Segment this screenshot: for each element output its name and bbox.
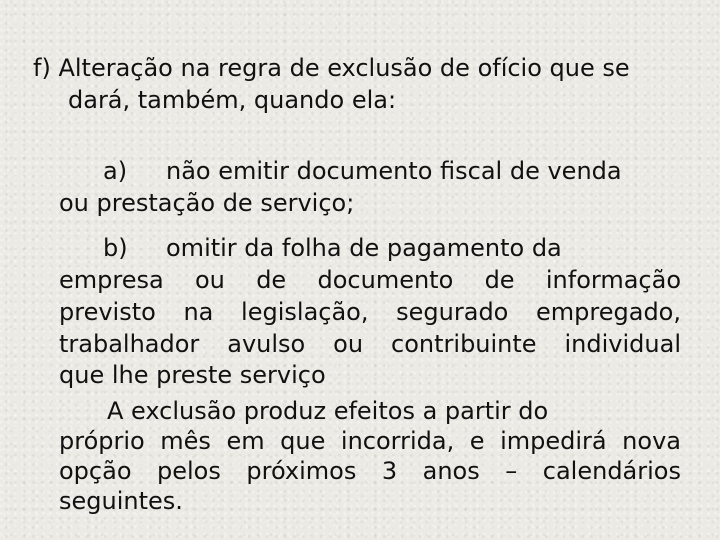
conclusion-line-3: opção pelos próximos 3 anos – calendários: [59, 457, 681, 485]
item-b-line-1: omitir da folha de pagamento da: [166, 234, 562, 262]
item-b-line-3: previsto na legislação, segurado empregado,: [59, 298, 681, 326]
item-b-line-5: que lhe preste serviço: [59, 361, 326, 389]
heading-line-2: dará, também, quando ela:: [68, 86, 397, 114]
item-a-line-1: não emitir documento fiscal de venda: [166, 157, 622, 185]
conclusion-line-4: seguintes.: [59, 487, 183, 515]
item-b-line-2: empresa ou de documento de informação: [59, 266, 681, 294]
item-a-line-2: ou prestação de serviço;: [59, 189, 355, 217]
item-b-marker: b): [103, 234, 128, 262]
heading-line-1: f) Alteração na regra de exclusão de ofício que se: [33, 54, 630, 82]
item-b-line-4: trabalhador avulso ou contribuinte individual: [59, 330, 681, 358]
item-a-marker: a): [103, 157, 128, 185]
conclusion-line-2: próprio mês em que incorrida, e impedirá nova: [59, 427, 681, 455]
conclusion-line-1: A exclusão produz efeitos a partir do: [107, 397, 549, 425]
